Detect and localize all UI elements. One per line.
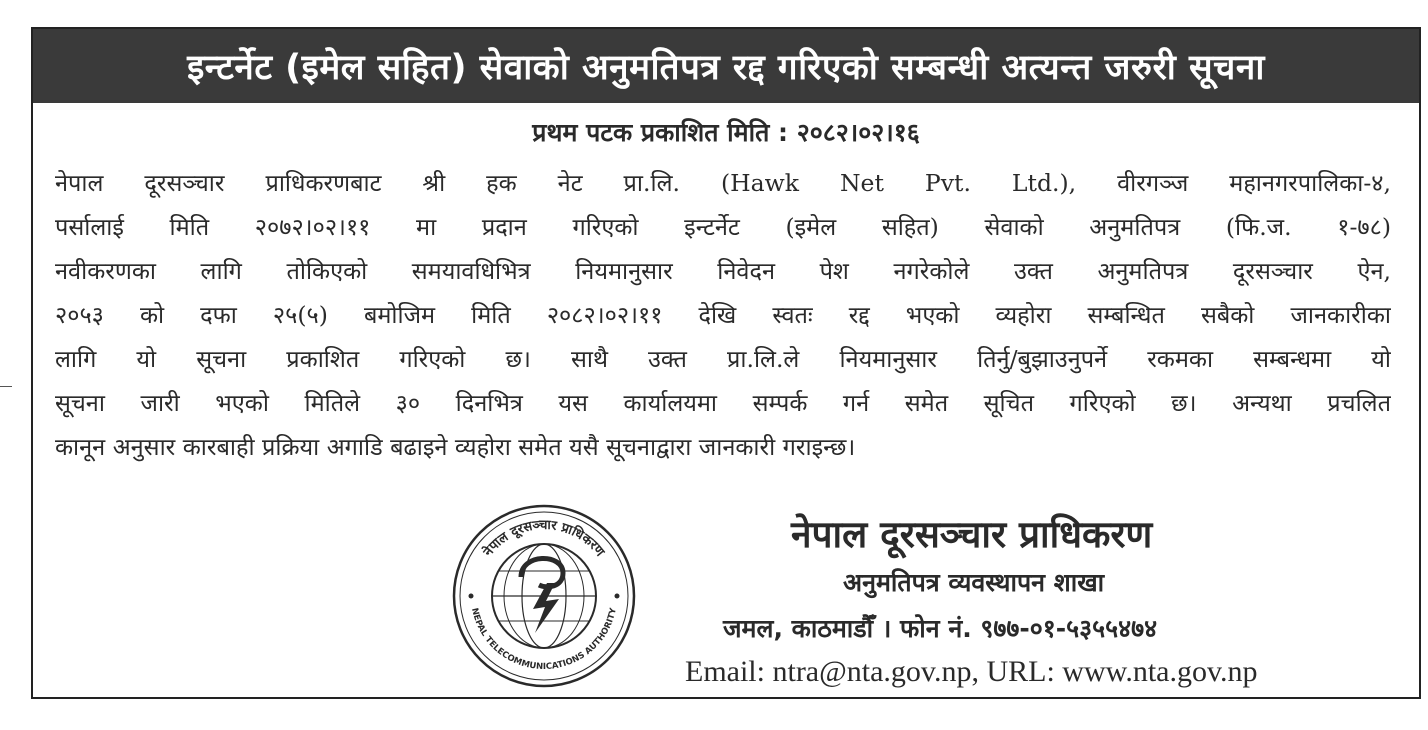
body-line: नवीकरणका लागि तोकिएको समयावधिभित्र नियमानुसार निवेदन पेश नगरेकोले उक्त अनुमतिपत्र दूरसञ्चार ऐन,	[55, 257, 1391, 285]
body-line: सूचना जारी भएको मितिले ३० दिनभित्र यस कार्यालयमा सम्पर्क गर्न समेत सूचित गरिएको छ। अन्यथा प्रचलित	[55, 389, 1391, 417]
seal-top-text: नेपाल दूरसञ्चार प्राधिकरण	[480, 517, 608, 560]
body-line: कानून अनुसार कारबाही प्रक्रिया अगाडि बढाइने व्यहोरा समेत यसै सूचनाद्वारा जानकारी गराइन्छ।	[55, 433, 856, 461]
page-edge-rule	[0, 386, 12, 387]
notice-title: इन्टर्नेट (इमेल सहित) सेवाको अनुमतिपत्र रद्द गरिएको सम्बन्धी अत्यन्त जरुरी सूचना	[187, 47, 1265, 88]
issuer-organization: नेपाल दूरसञ्चार प्राधिकरण	[791, 513, 1153, 556]
seal-bottom-text: NEPAL TELECOMMUNICATIONS AUTHORITY	[469, 607, 619, 673]
issuer-department: अनुमतिपत्र व्यवस्थापन शाखा	[843, 568, 1105, 597]
body-line: लागि यो सूचना प्रकाशित गरिएको छ। साथै उक्त प्रा.लि.ले नियमानुसार तिर्नु/बुझाउनुपर्ने रकमका सम्बन्धमा यो	[55, 345, 1391, 373]
authority-seal-logo	[451, 503, 637, 689]
body-line: पर्सालाई मिति २०७२।०२।११ मा प्रदान गरिएको इन्टर्नेट (इमेल सहित) सेवाको अनुमतिपत्र (फि.ज. १-७८)	[55, 213, 1391, 241]
notice-body	[55, 161, 1391, 469]
notice-header	[33, 29, 1419, 103]
body-line: २०५३ को दफा २५(५) बमोजिम मिति २०८२।०२।११ देखि स्वतः रद्द भएको व्यहोरा सम्बन्धित सबैको जानकारीका	[55, 301, 1391, 329]
notice-box	[31, 27, 1421, 699]
issuer-address: जमल, काठमाडौँ । फोन नं. ९७७-०१-५३५५४७४	[723, 614, 1158, 643]
issuer-contact: Email: ntra@nta.gov.np, URL: www.nta.gov.np	[685, 655, 1258, 688]
body-line: नेपाल दूरसञ्चार प्राधिकरणबाट श्री हक नेट प्रा.लि. (Hawk Net Pvt. Ltd.), वीरगञ्ज महानगरपालिका-४,	[55, 169, 1391, 197]
publication-date: प्रथम पटक प्रकाशित मिति : २०८२।०२।१६	[532, 118, 920, 147]
